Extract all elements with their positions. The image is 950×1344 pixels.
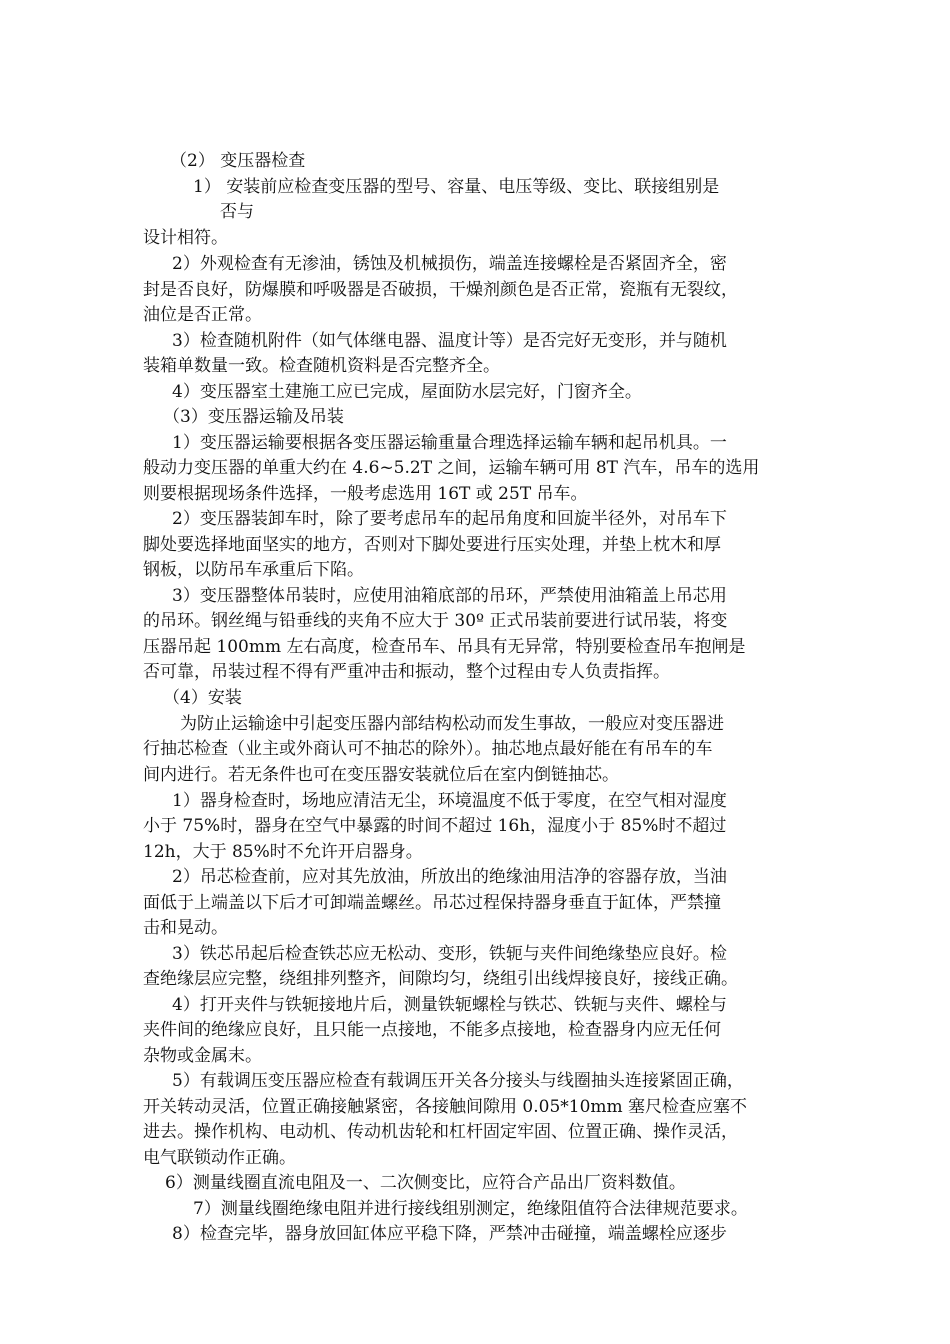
paragraph-line: 3）检查随机附件（如气体继电器、温度计等）是否完好无变形，并与随机 <box>172 331 727 351</box>
paragraph-line: 4）打开夹件与铁轭接地片后，测量铁轭螺栓与铁芯、铁轭与夹件、螺栓与 <box>172 995 727 1015</box>
paragraph-line: 则要根据现场条件选择，一般考虑选用 16T 或 25T 吊车。 <box>143 484 588 504</box>
paragraph-line: 压器吊起 100mm 左右高度，检查吊车、吊具有无异常，特别要检查吊车抱闸是 <box>143 637 746 657</box>
paragraph-line: 12h，大于 85%时不允许开启器身。 <box>143 842 423 862</box>
paragraph-line: 1）器身检查时，场地应清洁无尘，环境温度不低于零度，在空气相对湿度 <box>172 791 727 811</box>
paragraph-line: 装箱单数量一致。检查随机资料是否完整齐全。 <box>143 356 500 376</box>
paragraph-line: 7）测量线圈绝缘电阻并进行接线组别测定，绝缘阻值符合法律规范要求。 <box>193 1199 748 1219</box>
paragraph-line: 击和晃动。 <box>143 918 228 938</box>
paragraph-line: 1）变压器运输要根据各变压器运输重量合理选择运输车辆和起吊机具。一 <box>172 433 727 453</box>
paragraph-line: 2）变压器装卸车时，除了要考虑吊车的起吊角度和回旋半径外，对吊车下 <box>172 509 727 529</box>
paragraph-line: 开关转动灵活，位置正确接触紧密，各接触间隙用 0.05*10mm 塞尺检查应塞不 <box>143 1097 748 1117</box>
paragraph-line: 油位是否正常。 <box>143 305 262 325</box>
paragraph-line: 查绝缘层应完整，绕组排列整齐，间隙均匀，绕组引出线焊接良好，接线正确。 <box>143 969 738 989</box>
paragraph-line: 脚处要选择地面坚实的地方，否则对下脚处要进行压实处理，并垫上枕木和厚 <box>143 535 721 555</box>
paragraph-line: 设计相符。 <box>143 228 228 248</box>
paragraph-line: 5）有载调压变压器应检查有载调压开关各分接头与线圈抽头连接紧固正确， <box>172 1071 744 1091</box>
paragraph-line: 面低于上端盖以下后才可卸端盖螺丝。吊芯过程保持器身垂直于缸体，严禁撞 <box>143 893 721 913</box>
paragraph-line: 8）检查完毕，器身放回缸体应平稳下降，严禁冲击碰撞，端盖螺栓应逐步 <box>172 1224 727 1244</box>
paragraph-line: 钢板，以防吊车承重后下陷。 <box>143 560 364 580</box>
paragraph-line: 封是否良好，防爆膜和呼吸器是否破损，干燥剂颜色是否正常，瓷瓶有无裂纹， <box>143 280 738 300</box>
paragraph-line: 1） 安装前应检查变压器的型号、容量、电压等级、变比、联接组别是 <box>193 177 720 197</box>
paragraph-line: 否与 <box>220 202 254 222</box>
paragraph-line: 4）变压器室土建施工应已完成，屋面防水层完好，门窗齐全。 <box>172 382 642 402</box>
paragraph-line: 2）外观检查有无渗油，锈蚀及机械损伤，端盖连接螺栓是否紧固齐全，密 <box>172 254 727 274</box>
section-3-heading: （3）变压器运输及吊装 <box>163 407 344 427</box>
paragraph-line: 3）变压器整体吊装时，应使用油箱底部的吊环，严禁使用油箱盖上吊芯用 <box>172 586 727 606</box>
paragraph-line: 夹件间的绝缘应良好，且只能一点接地，不能多点接地，检查器身内应无任何 <box>143 1020 721 1040</box>
paragraph-line: 小于 75%时，器身在空气中暴露的时间不超过 16h，湿度小于 85%时不超过 <box>143 816 727 836</box>
paragraph-line: 般动力变压器的单重大约在 4.6~5.2T 之间，运输车辆可用 8T 汽车，吊车的选用 <box>143 458 760 478</box>
paragraph-line: 2）吊芯检查前，应对其先放油，所放出的绝缘油用洁净的容器存放，当油 <box>172 867 727 887</box>
paragraph-line: 6）测量线圈直流电阻及一、二次侧变比，应符合产品出厂资料数值。 <box>165 1173 686 1193</box>
paragraph-line: 间内进行。若无条件也可在变压器安装就位后在室内倒链抽芯。 <box>143 765 619 785</box>
paragraph-line: 的吊环。钢丝绳与铅垂线的夹角不应大于 30º 正式吊装前要进行试吊装，将变 <box>143 611 728 631</box>
section-2-heading: （2） 变压器检查 <box>170 151 306 171</box>
paragraph-line: 3）铁芯吊起后检查铁芯应无松动、变形，铁轭与夹件间绝缘垫应良好。检 <box>172 944 727 964</box>
section-4-heading: （4）安装 <box>163 688 242 708</box>
paragraph-line: 否可靠，吊装过程不得有严重冲击和振动，整个过程由专人负责指挥。 <box>143 662 670 682</box>
paragraph-line: 电气联锁动作正确。 <box>143 1148 296 1168</box>
paragraph-line: 为防止运输途中引起变压器内部结构松动而发生事故，一般应对变压器进 <box>180 714 724 734</box>
paragraph-line: 进去。操作机构、电动机、传动机齿轮和杠杆固定牢固、位置正确、操作灵活， <box>143 1122 738 1142</box>
paragraph-line: 杂物或金属末。 <box>143 1046 262 1066</box>
paragraph-line: 行抽芯检查（业主或外商认可不抽芯的除外）。抽芯地点最好能在有吊车的车 <box>143 739 713 759</box>
